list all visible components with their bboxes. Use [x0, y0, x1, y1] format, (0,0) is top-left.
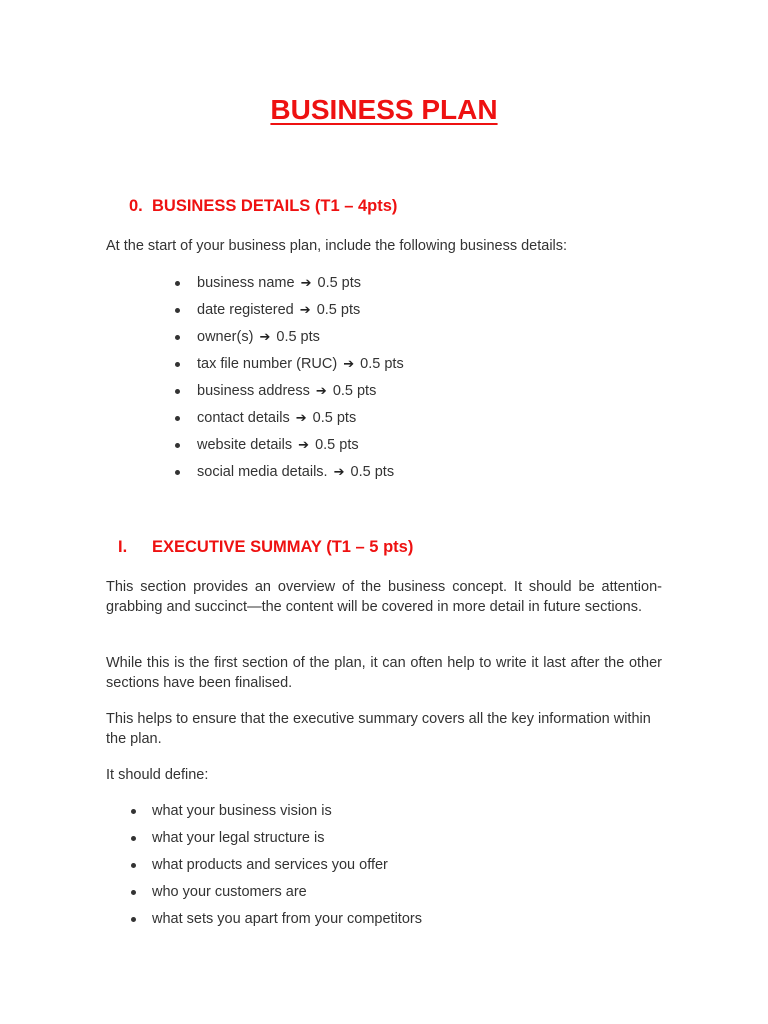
list-item: social media details. ➔ 0.5 pts — [197, 459, 404, 486]
section-1-paragraph-1: This section provides an overview of the business concept. It should be attention-grabbing and succinct—the content will be covered in more detail in future sections. — [106, 579, 662, 615]
bullet-icon — [175, 308, 180, 313]
bullet-icon — [131, 890, 136, 895]
bullet-icon — [131, 809, 136, 814]
section-1-title: EXECUTIVE SUMMAY (T1 – 5 pts) — [152, 538, 414, 556]
bullet-icon — [131, 836, 136, 841]
bullet-icon — [175, 416, 180, 421]
arrow-right-icon: ➔ — [315, 384, 327, 399]
list-item: website details ➔ 0.5 pts — [197, 432, 404, 459]
arrow-right-icon: ➔ — [343, 357, 355, 372]
arrow-right-icon: ➔ — [300, 276, 312, 291]
section-0-intro: At the start of your business plan, include the following business details: — [106, 238, 568, 254]
arrow-right-icon: ➔ — [259, 330, 271, 345]
list-item: contact details ➔ 0.5 pts — [197, 405, 404, 432]
section-1-number: I. — [118, 538, 128, 556]
document-title — [0, 92, 768, 128]
arrow-right-icon: ➔ — [295, 411, 307, 426]
section-1-paragraph-3: This helps to ensure that the executive summary covers all the key information within the plan. — [106, 711, 651, 747]
list-item: business address ➔ 0.5 pts — [197, 378, 404, 405]
list-item: business name ➔ 0.5 pts — [197, 270, 404, 297]
list-item: who your customers are — [152, 879, 422, 906]
bullet-icon — [175, 281, 180, 286]
bullet-icon — [175, 335, 180, 340]
section-1-paragraph-2: While this is the first section of the plan, it can often help to write it last after the other sections have been finalised. — [106, 655, 662, 691]
list-item: what sets you apart from your competitors — [152, 906, 422, 933]
bullet-icon — [175, 362, 180, 367]
list-item: owner(s) ➔ 0.5 pts — [197, 324, 404, 351]
executive-summary-list — [152, 798, 422, 933]
arrow-right-icon: ➔ — [298, 438, 310, 453]
list-item: date registered ➔ 0.5 pts — [197, 297, 404, 324]
list-item: what your legal structure is — [152, 825, 422, 852]
arrow-right-icon: ➔ — [333, 465, 345, 480]
list-item: what products and services you offer — [152, 852, 422, 879]
list-item: what your business vision is — [152, 798, 422, 825]
document-title-text: BUSINESS PLAN — [270, 94, 498, 125]
section-0-title: BUSINESS DETAILS (T1 – 4pts) — [152, 197, 398, 215]
arrow-right-icon: ➔ — [299, 303, 311, 318]
section-1-heading — [118, 536, 413, 558]
bullet-icon — [131, 917, 136, 922]
section-1-paragraph-4: It should define: — [106, 767, 209, 783]
business-details-list — [197, 270, 404, 486]
section-0-heading — [129, 195, 397, 217]
bullet-icon — [131, 863, 136, 868]
bullet-icon — [175, 443, 180, 448]
section-0-number: 0. — [129, 197, 143, 215]
bullet-icon — [175, 470, 180, 475]
list-item: tax file number (RUC) ➔ 0.5 pts — [197, 351, 404, 378]
bullet-icon — [175, 389, 180, 394]
